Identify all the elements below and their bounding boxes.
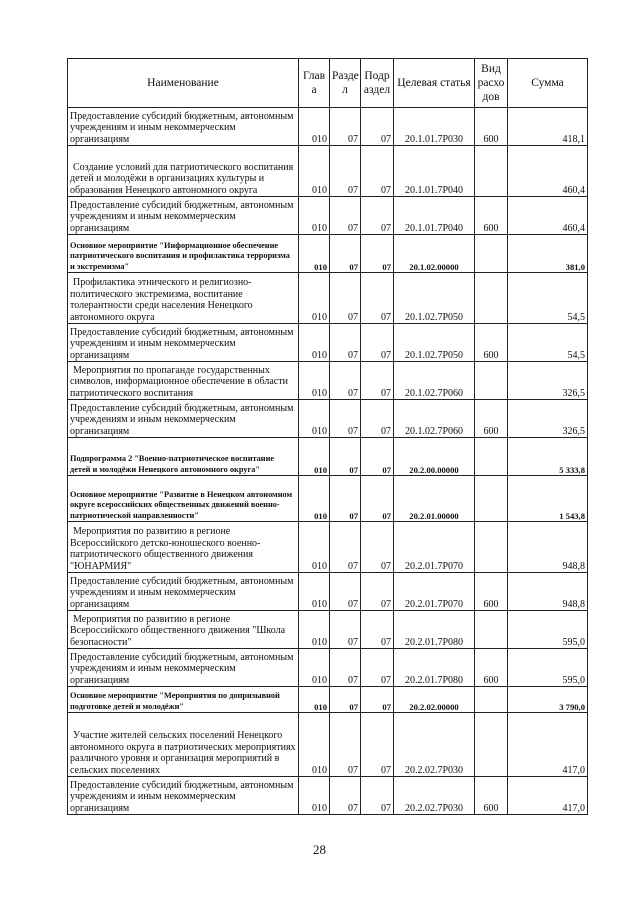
table-row [68,362,588,400]
cell-podrazdel: 07 [361,324,394,362]
cell-sum: 948,8 [508,522,588,573]
cell-sum: 326,5 [508,362,588,400]
table-row [68,324,588,362]
cell-glava: 010 [299,611,330,649]
table-row [68,400,588,438]
cell-razdel: 07 [330,777,361,815]
cell-glava: 010 [299,108,330,146]
cell-razdel: 07 [330,573,361,611]
cell-vid [475,235,508,273]
cell-razdel: 07 [330,649,361,687]
cell-vid [475,438,508,476]
cell-target: 20.1.02.7Р050 [394,273,475,324]
cell-razdel: 07 [330,273,361,324]
cell-vid [475,611,508,649]
cell-sum: 948,8 [508,573,588,611]
cell-glava: 010 [299,649,330,687]
cell-razdel: 07 [330,687,361,713]
cell-glava: 010 [299,713,330,777]
cell-vid [475,273,508,324]
table-row [68,573,588,611]
cell-target: 20.2.01.7Р080 [394,611,475,649]
cell-sum: 417,0 [508,777,588,815]
cell-sum: 1 543,8 [508,476,588,522]
cell-vid: 600 [475,400,508,438]
cell-glava: 010 [299,273,330,324]
budget-table [67,58,588,815]
cell-vid: 600 [475,649,508,687]
cell-sum: 3 790,0 [508,687,588,713]
cell-podrazdel: 07 [361,713,394,777]
cell-vid: 600 [475,573,508,611]
cell-target: 20.1.01.7Р040 [394,197,475,235]
cell-name: Предоставление субсидий бюджетным, автономным учреждениям и иным некоммерческим организациям [68,108,299,146]
table-row [68,687,588,713]
cell-sum: 595,0 [508,611,588,649]
cell-sum: 54,5 [508,324,588,362]
cell-glava: 010 [299,197,330,235]
cell-glava: 010 [299,438,330,476]
cell-target: 20.1.02.7Р050 [394,324,475,362]
page-number: 28 [313,842,326,857]
cell-razdel: 07 [330,438,361,476]
cell-name: Основное мероприятие "Информационное обеспечение патриотического воспитания и профилактика терроризма и экстремизма" [68,235,299,273]
cell-razdel: 07 [330,362,361,400]
cell-target: 20.1.02.7Р060 [394,362,475,400]
cell-name: Мероприятия по развитию в регионе Всероссийского общественного движения "Школа безопасности" [68,611,299,649]
cell-name: Подпрограмма 2 "Военно-патриотическое воспитание детей и молодёжи Ненецкого автономного округа" [68,438,299,476]
cell-podrazdel: 07 [361,611,394,649]
cell-target: 20.2.02.00000 [394,687,475,713]
cell-vid [475,476,508,522]
cell-name: Мероприятия по пропаганде государственных символов, информационное обеспечение в области патриотического воспитания [68,362,299,400]
cell-target: 20.2.02.7Р030 [394,713,475,777]
cell-podrazdel: 07 [361,649,394,687]
header-name: Наименование [68,59,299,108]
cell-target: 20.2.01.7Р080 [394,649,475,687]
cell-sum: 381,0 [508,235,588,273]
cell-sum: 326,5 [508,400,588,438]
cell-glava: 010 [299,687,330,713]
cell-glava: 010 [299,573,330,611]
cell-podrazdel: 07 [361,108,394,146]
cell-podrazdel: 07 [361,273,394,324]
cell-sum: 417,0 [508,713,588,777]
cell-name: Мероприятия по развитию в регионе Всероссийского детско-юношеского военно-патриотического общественного движения "ЮНАРМИЯ" [68,522,299,573]
cell-sum: 418,1 [508,108,588,146]
cell-target: 20.1.02.00000 [394,235,475,273]
cell-podrazdel: 07 [361,687,394,713]
table-row [68,522,588,573]
cell-glava: 010 [299,400,330,438]
cell-name: Предоставление субсидий бюджетным, автономным учреждениям и иным некоммерческим организациям [68,777,299,815]
cell-podrazdel: 07 [361,146,394,197]
cell-target: 20.2.01.7Р070 [394,573,475,611]
table-row [68,146,588,197]
cell-podrazdel: 07 [361,522,394,573]
cell-vid [475,522,508,573]
cell-vid [475,687,508,713]
cell-razdel: 07 [330,400,361,438]
cell-target: 20.2.01.00000 [394,476,475,522]
header-target: Целевая статья [394,59,475,108]
cell-sum: 460,4 [508,197,588,235]
cell-vid [475,713,508,777]
cell-name: Предоставление субсидий бюджетным, автономным учреждениям и иным некоммерческим организациям [68,649,299,687]
cell-target: 20.1.01.7Р040 [394,146,475,197]
header-razdel: Разде л [330,59,361,108]
cell-vid [475,146,508,197]
cell-razdel: 07 [330,476,361,522]
cell-razdel: 07 [330,522,361,573]
cell-razdel: 07 [330,611,361,649]
cell-name: Предоставление субсидий бюджетным, автономным учреждениям и иным некоммерческим организациям [68,324,299,362]
cell-razdel: 07 [330,324,361,362]
header-podrazdel: Подр аздел [361,59,394,108]
cell-razdel: 07 [330,713,361,777]
cell-podrazdel: 07 [361,197,394,235]
cell-sum: 54,5 [508,273,588,324]
table-header-row [68,59,588,108]
cell-razdel: 07 [330,146,361,197]
cell-glava: 010 [299,522,330,573]
cell-podrazdel: 07 [361,573,394,611]
cell-vid: 600 [475,777,508,815]
cell-name: Предоставление субсидий бюджетным, автономным учреждениям и иным некоммерческим организациям [68,573,299,611]
table-row [68,197,588,235]
cell-name: Основное мероприятие "Развитие в Ненецком автономном округе всероссийских общественных движений военно-патриотической направленности" [68,476,299,522]
cell-glava: 010 [299,235,330,273]
cell-podrazdel: 07 [361,235,394,273]
cell-vid: 600 [475,324,508,362]
table-row [68,611,588,649]
cell-target: 20.2.01.7Р070 [394,522,475,573]
header-glava: Глав а [299,59,330,108]
table-row [68,777,588,815]
cell-vid: 600 [475,197,508,235]
cell-sum: 460,4 [508,146,588,197]
cell-podrazdel: 07 [361,476,394,522]
cell-glava: 010 [299,324,330,362]
cell-vid: 600 [475,108,508,146]
cell-name: Профилактика этнического и религиозно-политического экстремизма, воспитание толерантности среди населения Ненецкого автономного округа [68,273,299,324]
cell-target: 20.2.00.00000 [394,438,475,476]
cell-sum: 5 333,8 [508,438,588,476]
cell-target: 20.1.01.7Р030 [394,108,475,146]
cell-name: Основное мероприятие "Мероприятия по допризывной подготовке детей и молодёжи" [68,687,299,713]
cell-razdel: 07 [330,197,361,235]
cell-name: Создание условий для патриотического воспитания детей и молодёжи в организациях культуры и образования Ненецкого автономного округа [68,146,299,197]
cell-razdel: 07 [330,235,361,273]
cell-target: 20.1.02.7Р060 [394,400,475,438]
cell-glava: 010 [299,476,330,522]
header-vid: Вид расхо дов [475,59,508,108]
table-row [68,108,588,146]
table-row [68,235,588,273]
table-row [68,273,588,324]
cell-razdel: 07 [330,108,361,146]
header-sum: Сумма [508,59,588,108]
table-body [68,108,588,815]
cell-glava: 010 [299,777,330,815]
cell-name: Предоставление субсидий бюджетным, автономным учреждениям и иным некоммерческим организациям [68,197,299,235]
table-row [68,476,588,522]
cell-podrazdel: 07 [361,777,394,815]
cell-target: 20.2.02.7Р030 [394,777,475,815]
cell-name: Участие жителей сельских поселений Ненецкого автономного округа в патриотических мероприятиях различного уровня и организация мероприятий в сельских поселениях [68,713,299,777]
cell-podrazdel: 07 [361,438,394,476]
cell-glava: 010 [299,362,330,400]
cell-name: Предоставление субсидий бюджетным, автономным учреждениям и иным некоммерческим организациям [68,400,299,438]
cell-podrazdel: 07 [361,362,394,400]
cell-podrazdel: 07 [361,400,394,438]
table-row [68,649,588,687]
cell-sum: 595,0 [508,649,588,687]
cell-vid [475,362,508,400]
cell-glava: 010 [299,146,330,197]
table-row [68,438,588,476]
table-row [68,713,588,777]
